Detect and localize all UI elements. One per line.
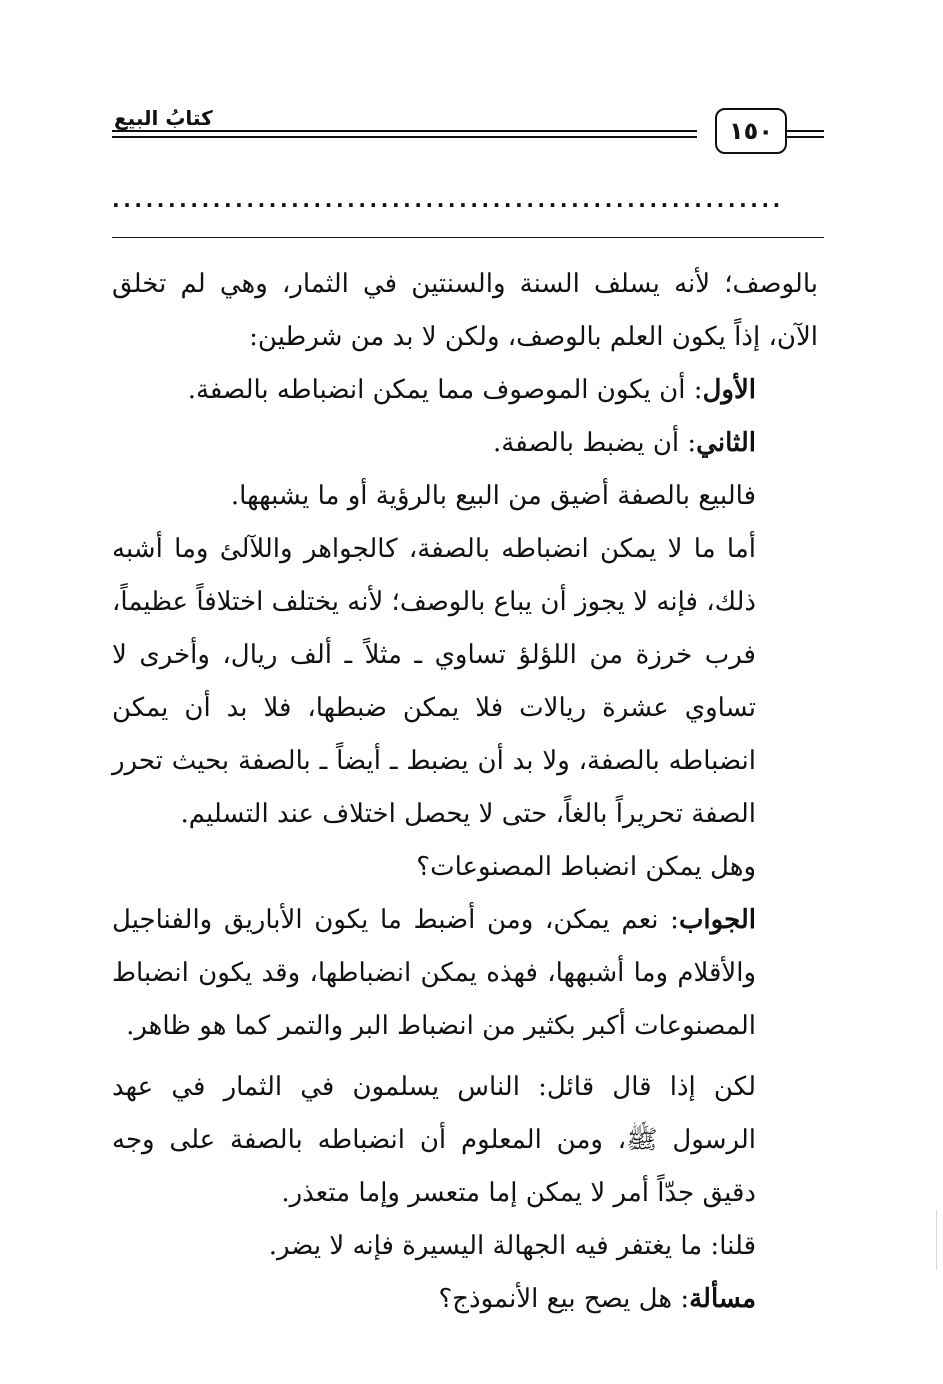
condition-text: : أن يكون الموصوف مما يمكن انضباطه بالصفة. — [187, 375, 703, 405]
term-label: الثاني — [696, 428, 756, 458]
paragraph: لكن إذا قال قائل: الناس يسلمون في الثمار في عهد الرسول ﷺ، ومن المعلوم أن انضباطه بالصفة على وجه دقيق جدّاً أمر لا يمكن إما متعسر وإما متعذر. — [112, 1072, 756, 1208]
header-rule — [784, 130, 824, 132]
paragraph: قلنا: ما يغتفر فيه الجهالة اليسيرة فإنه لا يضر. — [268, 1231, 756, 1261]
issue-question — [112, 1273, 818, 1326]
answer — [112, 894, 818, 1053]
paragraph: بالوصف؛ لأنه يسلف السنة والسنتين في الثمار، وهي لم تخلق الآن، إذاً يكون العلم بالوصف، ولكن لا بد من شرطين: — [112, 269, 818, 352]
condition-text: : أن يضبط بالصفة. — [493, 428, 697, 458]
paragraph: فالبيع بالصفة أضيق من البيع بالرؤية أو ما يشبهها. — [230, 481, 756, 511]
page-number: ١٥٠ — [715, 108, 787, 154]
footnote-separator — [112, 237, 824, 238]
header-rule — [112, 130, 697, 132]
page-header — [112, 108, 824, 158]
header-rule — [112, 136, 697, 138]
question: وهل يمكن انضباط المصنوعات؟ — [416, 852, 756, 882]
condition-second — [112, 417, 818, 470]
condition-first — [112, 364, 818, 417]
dotted-divider: ............................................................ — [112, 190, 784, 210]
answer-text: : نعم يمكن، ومن أضبط ما يكون الأباريق والفناجيل والأقلام وما أشبهها، فهذه يمكن انضباطها، وقد يكون انضباط المصنوعات أكبر بكثير من انضباط البر والتمر كما هو ظاهر. — [112, 905, 756, 1041]
term-label: مسألة — [689, 1284, 756, 1314]
term-label: الجواب — [678, 905, 756, 935]
header-rule — [784, 136, 824, 138]
body-text — [112, 258, 818, 1326]
term-label: الأول — [702, 375, 756, 405]
book-title: كتابُ البيع — [112, 106, 219, 130]
scan-margin-line — [934, 1210, 937, 1270]
issue-text: : هل يصح بيع الأنموذج؟ — [438, 1284, 690, 1314]
paragraph: أما ما لا يمكن انضباطه بالصفة، كالجواهر واللآلئ وما أشبه ذلك، فإنه لا يجوز أن يباع بالوصف؛ لأنه يختلف اختلافاً عظيماً، فرب خرزة من اللؤلؤ تساوي ـ مثلاً ـ ألف ريال، وأخرى لا تساوي عشرة ريالات فلا يمكن ضبطها، فلا بد أن يمكن انضباطه بالصفة، ولا بد أن يضبط ـ أيضاً ـ بالصفة بحيث تحرر الصفة تحريراً بالغاً، حتى لا يحصل اختلاف عند التسليم. — [112, 534, 756, 829]
